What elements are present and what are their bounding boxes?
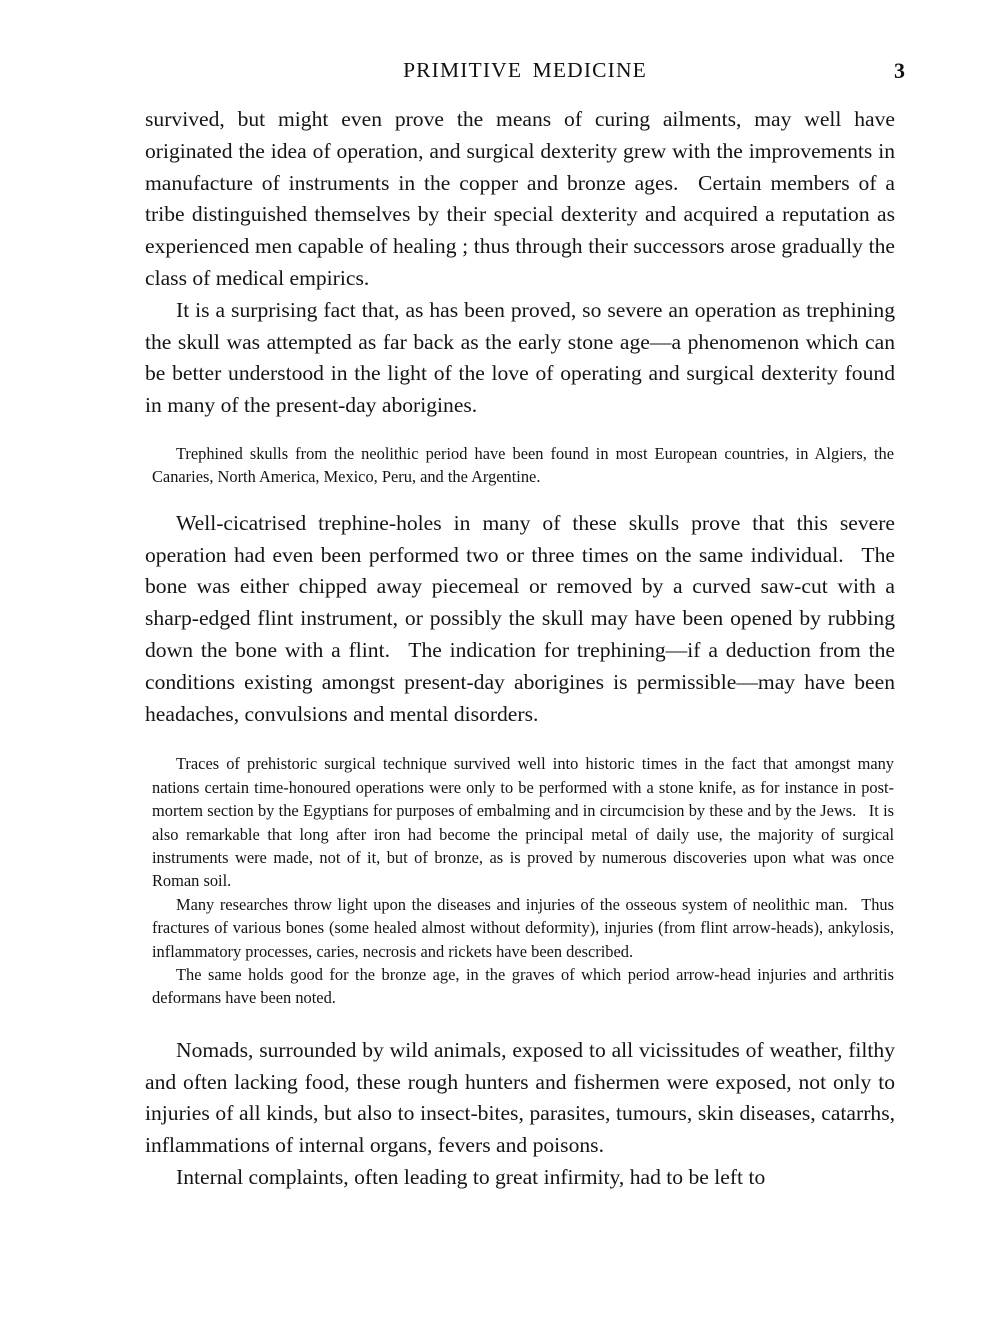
paragraph-continued: survived, but might even prove the means of curing ailments, may well have originated the idea of operation, and surgical dexterity grew with the improvements in manufacture of instruments in the copper and bronze ages. Certain members of a tribe distinguished themselves by their special dexterity and acquired a reputation as experienced men capable of healing ; thus through their successors arose gradually the class of medical empirics. <box>145 107 895 290</box>
page-number: 3 <box>894 58 905 83</box>
note-bronze-age: The same holds good for the bronze age, in the graves of which period arrow-head injuries and arthritis deformans have been noted. <box>152 965 894 1008</box>
note-block-technique <box>145 752 895 1009</box>
paragraph-trephining-surprise: It is a surprising fact that, as has been proved, so severe an operation as trephining the skull was attempted as far back as the early stone age—a phenomenon which can be better understood in the light of the love of operating and surgical dexterity found in many of the present-day aborigines. <box>145 297 895 418</box>
text-column <box>145 104 895 1194</box>
paragraph-nomads: Nomads, surrounded by wild animals, exposed to all vicissitudes of weather, filthy and often lacking food, these rough hunters and fishermen were exposed, not only to injuries of all kinds, but also to insect-bites, parasites, tumours, skin diseases, catarrhs, inflammations of internal organs, fevers and poisons. <box>145 1037 895 1158</box>
running-head-title: PRIMITIVE MEDICINE <box>403 58 647 82</box>
paragraph-cicatrised-holes: Well-cicatrised trephine-holes in many of these skulls prove that this severe operation had even been performed two or three times on the same individual. The bone was either chipped away piecemeal or removed by a curved saw-cut with a sharp-edged flint instrument, or possibly the skull may have been opened by rubbing down the bone with a flint. The indication for trephining—if a deduction from the conditions existing amongst present-day aborigines is permissible—may have been headaches, convulsions and mental disorders. <box>145 510 895 726</box>
paragraph-internal-complaints: Internal complaints, often leading to great infirmity, had to be left to <box>176 1165 766 1190</box>
running-head <box>145 58 905 88</box>
note-prehistoric-technique: Traces of prehistoric surgical technique survived well into historic times in the fact that amongst many nations certain time-honoured operations were only to be performed with a stone knife, as for instance in post-mortem section by the Egyptians for purposes of embalming and in circumcision by these and by the Jews. It is also remarkable that long after iron had become the principal metal of daily use, the majority of surgical instruments were made, not of it, but of bronze, as is proved by numerous discoveries upon what was once Roman soil. <box>152 754 894 891</box>
note-block-skulls <box>145 442 895 489</box>
note-osseous-research: Many researches throw light upon the diseases and injuries of the osseous system of neolithic man. Thus fractures of various bones (some healed almost without deformity), injuries (from flint arrow-heads), ankylosis, inflammatory processes, caries, necrosis and rickets have been described. <box>152 894 894 961</box>
note-trephined-skulls: Trephined skulls from the neolithic period have been found in most European countries, in Algiers, the Canaries, North America, Mexico, Peru, and the Argentine. <box>152 443 894 487</box>
